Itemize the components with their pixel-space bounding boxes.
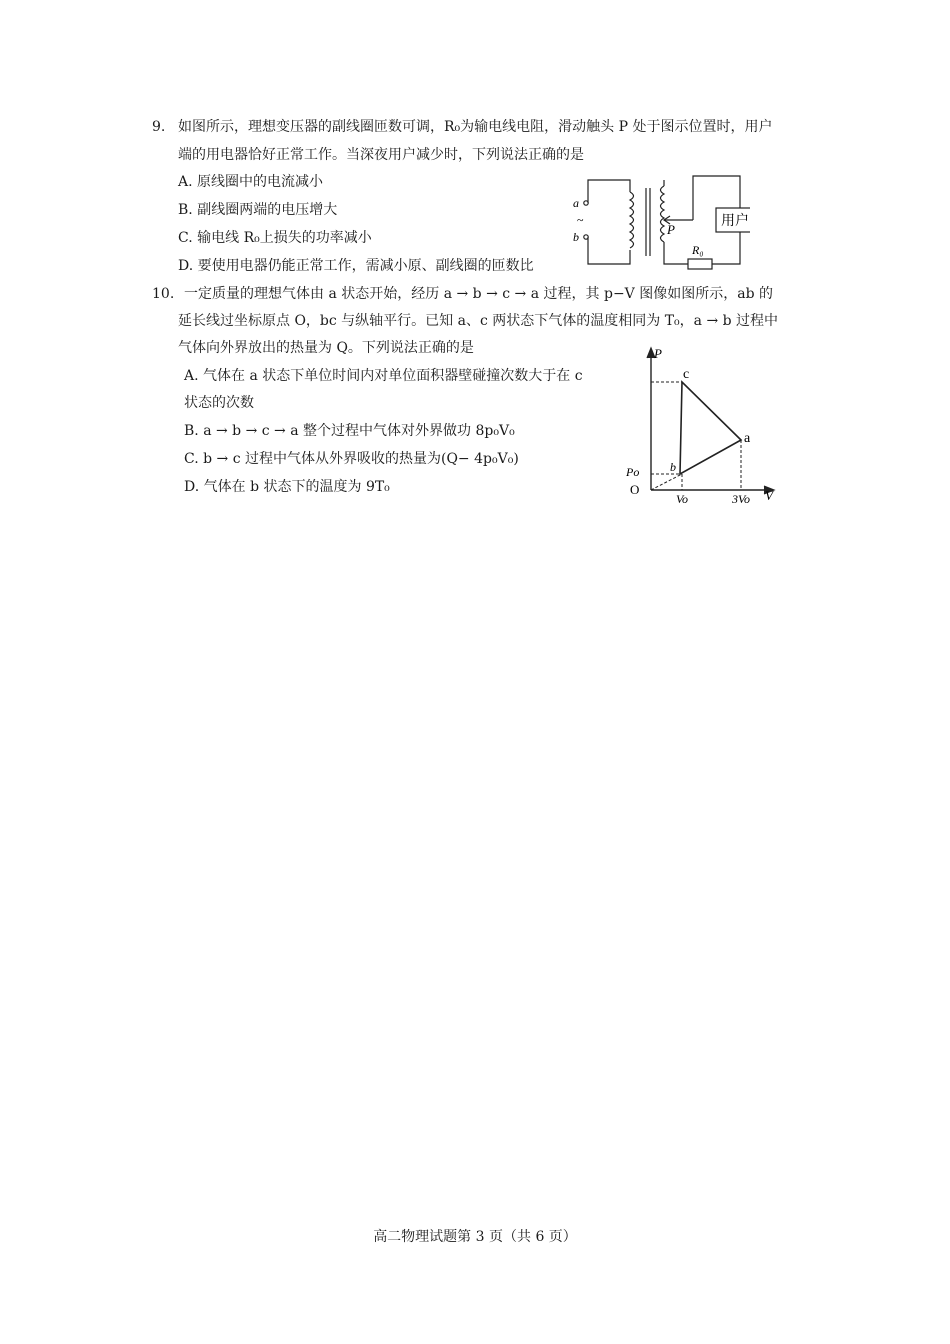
q10-option-d: D. 气体在 b 状态下的温度为 9T₀: [184, 479, 390, 495]
page-footer: 高二物理试题第 3 页（共 6 页）: [373, 1229, 577, 1245]
resistor-label: R₀: [692, 243, 704, 257]
q10-stem-line1: 一定质量的理想气体由 a 状态开始，经历 a → b → c → a 过程，其 p−V 图像如图所示，ab 的: [184, 286, 773, 302]
q9-option-c: C. 输电线 R₀上损失的功率减小: [178, 230, 372, 246]
q9-stem-line2: 端的用电器恰好正常工作。当深夜用户减少时，下列说法正确的是: [178, 147, 584, 163]
terminal-b-label: b: [573, 230, 579, 244]
p0-label: Po: [626, 465, 640, 479]
point-a-label: a: [744, 431, 751, 446]
v-axis-label: V: [765, 488, 773, 503]
q10-option-b: B. a → b → c → a 整个过程中气体对外界做功 8p₀V₀: [184, 423, 515, 439]
3v0-label: 3Vo: [732, 492, 750, 506]
q10-stem-line2: 延长线过坐标原点 O，bc 与纵轴平行。已知 a、c 两状态下气体的温度相同为 T₀，a → b 过程中: [178, 313, 779, 329]
primary-coil: [630, 192, 634, 248]
q9-option-d: D. 要使用电器仍能正常工作，需减小原、副线圈的匝数比: [178, 258, 534, 274]
q10-option-c: C. b → c 过程中气体从外界吸收的热量为(Q− 4p₀V₀): [184, 451, 519, 467]
point-b-label: b: [670, 460, 676, 474]
secondary-coil: [661, 186, 665, 242]
resistor-r0: [688, 259, 712, 269]
terminal-a-label: a: [573, 196, 579, 210]
q9-transformer-circuit-figure: [560, 170, 750, 270]
q9-option-b: B. 副线圈两端的电压增大: [178, 202, 338, 218]
abca-cycle-path: [680, 382, 741, 474]
point-c-label: c: [683, 367, 690, 382]
q10-stem-line3: 气体向外界放出的热量为 Q。下列说法正确的是: [178, 340, 474, 356]
q9-option-a: A. 原线圈中的电流减小: [178, 174, 324, 190]
q10-option-a: A. 气体在 a 状态下单位时间内对单位面积器壁碰撞次数大于在 c: [184, 368, 583, 384]
q10-pv-diagram-figure: [620, 340, 790, 510]
user-box-label: 用户: [721, 214, 749, 229]
q9-number: 9.: [152, 119, 166, 135]
origin-label: O: [630, 482, 640, 497]
q10-number: 10.: [152, 286, 175, 302]
ac-source-symbol: ~: [577, 213, 584, 227]
q9-stem-line1: 如图所示，理想变压器的副线圈匝数可调，R₀为输电线电阻，滑动触头 P 处于图示位置时，用户: [178, 119, 773, 135]
v0-label: Vo: [676, 492, 688, 506]
p-axis-label: P: [654, 346, 662, 361]
q10-option-a-cont: 状态的次数: [184, 395, 254, 411]
slider-label: P: [667, 222, 675, 237]
